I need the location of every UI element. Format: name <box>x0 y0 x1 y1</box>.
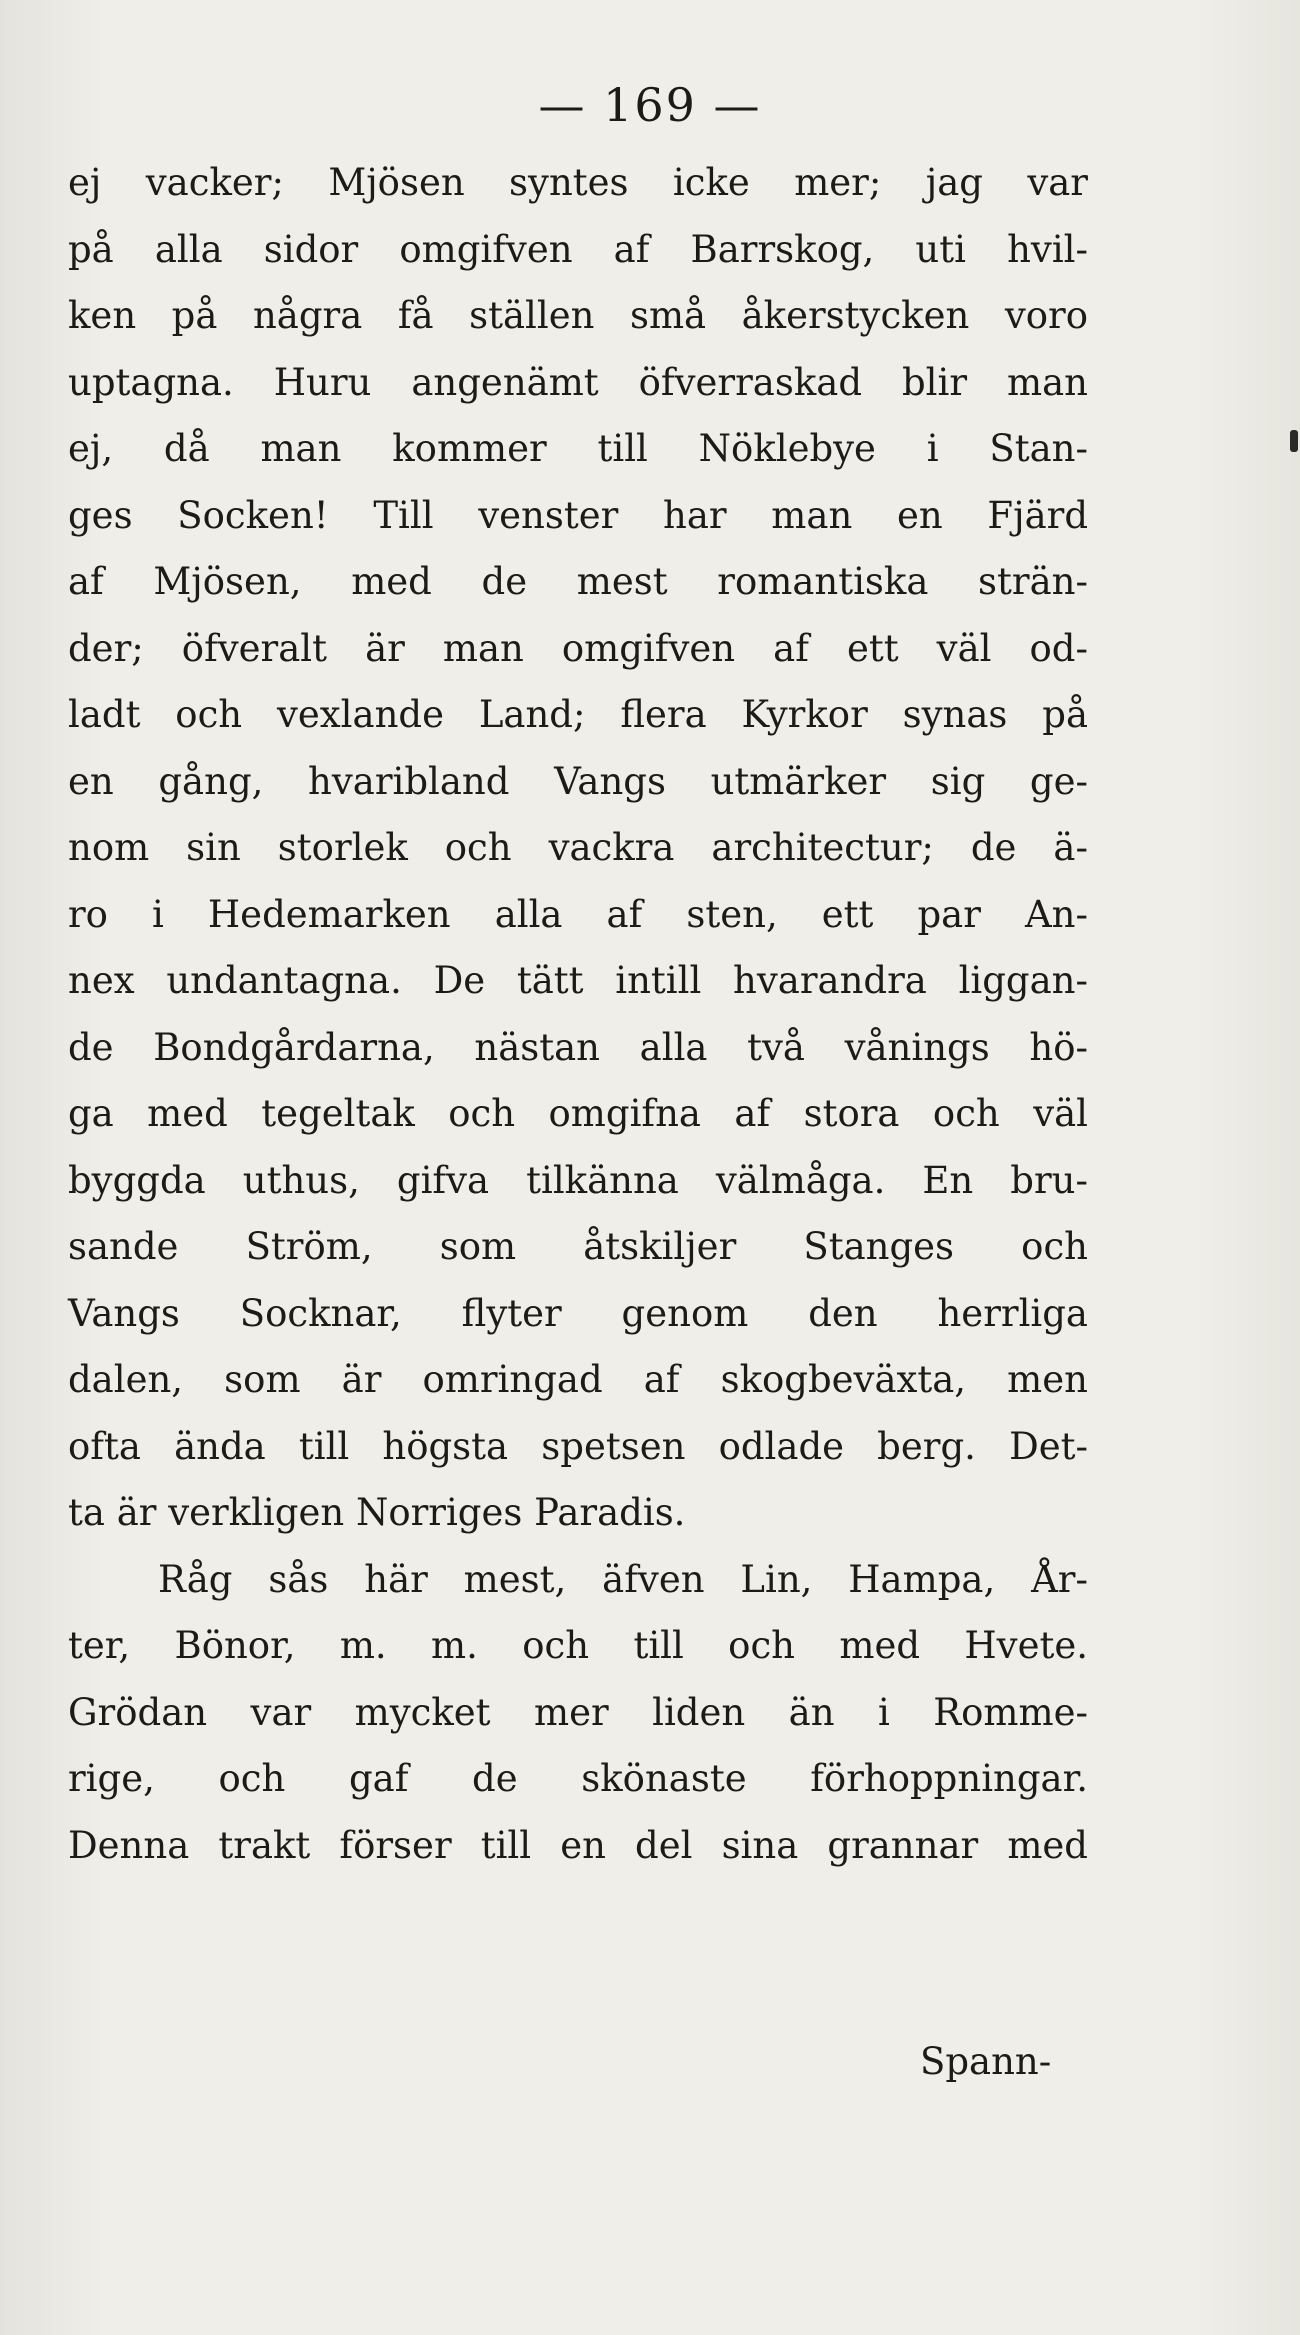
text-line: ges Socken! Till venster har man en Fjärd <box>68 493 1088 537</box>
text-line: ga med tegeltak och omgifna af stora och väl <box>68 1092 1088 1135</box>
text-line: ofta ända till högsta spetsen odlade berg. Det- <box>68 1424 1088 1468</box>
text-line: de Bondgårdarna, nästan alla två vånings hö- <box>68 1025 1088 1069</box>
text-line: Grödan var mycket mer liden än i Romme- <box>68 1690 1088 1734</box>
text-line: uptagna. Huru angenämt öfverraskad blir man <box>68 360 1088 404</box>
text-line: ro i Hedemarken alla af sten, ett par An- <box>68 892 1088 936</box>
text-line: dalen, som är omringad af skogbeväxta, men <box>68 1358 1088 1401</box>
paragraph-2 <box>68 1547 1088 1880</box>
text-line: rige, och gaf de skönaste förhoppningar. <box>68 1757 1088 1800</box>
text-line: der; öfveralt är man omgifven af ett väl od- <box>68 626 1088 670</box>
text-line: Råg sås här mest, äfven Lin, Hampa, År- <box>158 1557 1088 1601</box>
text-line: sande Ström, som åtskiljer Stanges och <box>68 1225 1088 1268</box>
text-line: ej, då man kommer till Nöklebye i Stan- <box>68 427 1088 470</box>
text-line: Denna trakt förser till en del sina grannar med <box>68 1823 1088 1867</box>
text-line: byggda uthus, gifva tilkänna välmåga. En bru- <box>68 1158 1088 1202</box>
text-line: ter, Bönor, m. m. och till och med Hvete. <box>68 1624 1088 1667</box>
body-text <box>68 150 1088 1879</box>
text-line: af Mjösen, med de mest romantiska strän- <box>68 560 1088 603</box>
page-number: — 169 — <box>538 78 762 132</box>
text-line: ken på några få ställen små åkerstycken voro <box>68 294 1088 337</box>
text-line: Vangs Socknar, flyter genom den herrliga <box>68 1291 1088 1335</box>
text-line: nex undantagna. De tätt intill hvarandra liggan- <box>68 959 1088 1002</box>
text-line: ej vacker; Mjösen syntes icke mer; jag var <box>68 161 1088 204</box>
text-line: ta är verkligen Norriges Paradis. <box>68 1491 686 1534</box>
text-line: på alla sidor omgifven af Barrskog, uti hvil- <box>68 227 1088 271</box>
edge-ink-mark <box>1290 430 1298 452</box>
paragraph-1 <box>68 150 1088 1547</box>
catchword: Spann- <box>920 2040 1052 2083</box>
text-line: en gång, hvaribland Vangs utmärker sig ge- <box>68 759 1088 803</box>
text-line: nom sin storlek och vackra architectur; de ä- <box>68 826 1088 869</box>
text-line: ladt och vexlande Land; flera Kyrkor synas på <box>68 693 1088 736</box>
